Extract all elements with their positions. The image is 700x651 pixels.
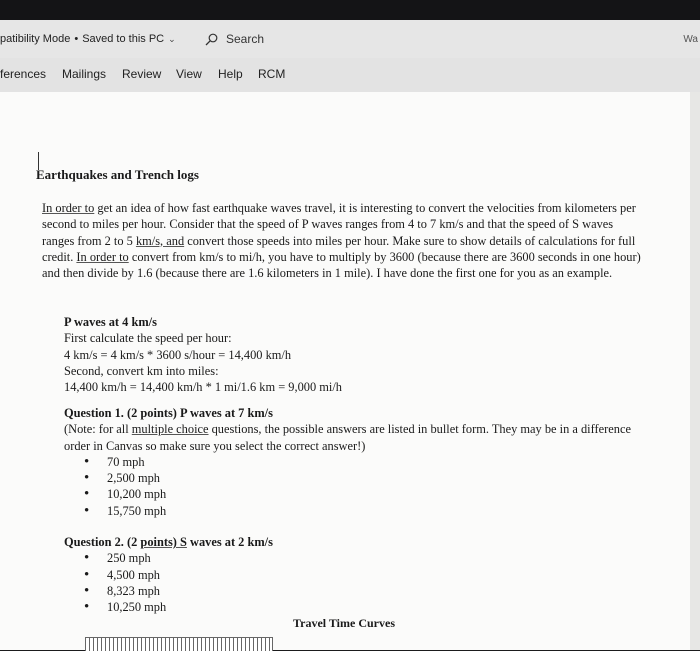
chevron-down-icon[interactable]: ⌄ — [168, 34, 176, 44]
question-2-options — [64, 550, 624, 615]
title-bar — [0, 0, 700, 58]
title-right-fragment: Wa — [683, 34, 698, 45]
intro-text-2: convert those speeds into miles per hour. Make sure to show details of calculations for full credit. — [42, 233, 636, 264]
figure-caption: Travel Time Curves — [293, 616, 395, 630]
document-title[interactable] — [0, 33, 176, 45]
list-item: • 2,500 mph — [84, 470, 654, 486]
list-item: • 4,500 mph — [84, 567, 624, 583]
list-item: • 8,323 mph — [84, 583, 624, 599]
q2-title-link: points) S — [140, 535, 187, 549]
list-item: • 250 mph — [84, 550, 624, 566]
intro-text-1: get an idea of how fast earthquake waves travel, it is interesting to convert the velocities from kilometers per second to miles per hour. Consider that the speed of P waves ranges from 4 to 7 km/s and that the speed of S waves ranges from 2 to 5 — [42, 201, 636, 248]
search-icon — [205, 33, 218, 46]
save-status: Saved to this PC — [82, 33, 165, 45]
question-2 — [64, 534, 624, 615]
document-page[interactable] — [0, 92, 690, 650]
tab-help[interactable]: Help — [218, 67, 243, 81]
search-label: Search — [226, 32, 265, 46]
title-separator: • — [74, 33, 79, 45]
list-item: • 15,750 mph — [84, 503, 654, 519]
note-text-2: questions, the possible answers are listed in bullet form. They may be in a difference order in Canvas so make sure you select the correct answer!) — [64, 422, 631, 453]
question-1 — [64, 405, 654, 519]
intro-paragraph — [42, 200, 642, 281]
note-text-1: (Note: for all — [64, 422, 132, 437]
q2-title-1: Question 2. (2 — [64, 535, 141, 549]
question-1-note — [64, 421, 654, 454]
example-block — [64, 314, 624, 395]
intro-link-3: In order to — [76, 249, 129, 264]
list-item: • 70 mph — [84, 454, 654, 470]
question-1-options — [64, 454, 654, 519]
question-2-title — [64, 534, 624, 550]
tab-mailings[interactable]: Mailings — [62, 67, 107, 81]
ribbon-tabs — [0, 58, 700, 93]
example-title: P waves at 4 km/s — [64, 315, 157, 329]
list-item: • 10,200 mph — [84, 486, 654, 502]
example-line-4: 14,400 km/h = 14,400 km/h * 1 mi/1.6 km = 9,000 mi/h — [64, 380, 342, 395]
search-box[interactable] — [205, 29, 465, 49]
list-item: • 10,250 mph — [84, 599, 624, 615]
tab-references[interactable]: ferences — [0, 67, 47, 81]
example-line-3: Second, convert km into miles: — [64, 363, 219, 378]
tab-rcm[interactable]: RCM — [258, 67, 286, 81]
document-heading: Earthquakes and Trench logs — [36, 167, 199, 182]
example-line-2: 4 km/s = 4 km/s * 3600 s/hour = 14,400 km/h — [64, 347, 292, 362]
example-line-1: First calculate the speed per hour: — [64, 331, 232, 346]
note-link: multiple choice — [131, 422, 209, 437]
title-mode: patibility Mode — [0, 33, 71, 45]
question-1-title: Question 1. (2 points) P waves at 7 km/s — [64, 406, 273, 420]
document-area — [0, 92, 700, 650]
intro-link-2: km/s, and — [135, 233, 185, 248]
intro-link-1: In order to — [42, 201, 95, 215]
intro-text-3: convert from km/s to mi/h, you have to multiply by 3600 (because there are 3600 seconds in one hour) and then divide by 1.6 (because there are 1.6 kilometers in 1 mile). I have done the first one for you as an example. — [42, 249, 641, 281]
tab-review[interactable]: Review — [122, 67, 162, 81]
q2-title-2: waves at 2 km/s — [186, 535, 273, 549]
tab-view[interactable]: View — [176, 67, 202, 81]
figure-image-fragment — [85, 637, 273, 651]
